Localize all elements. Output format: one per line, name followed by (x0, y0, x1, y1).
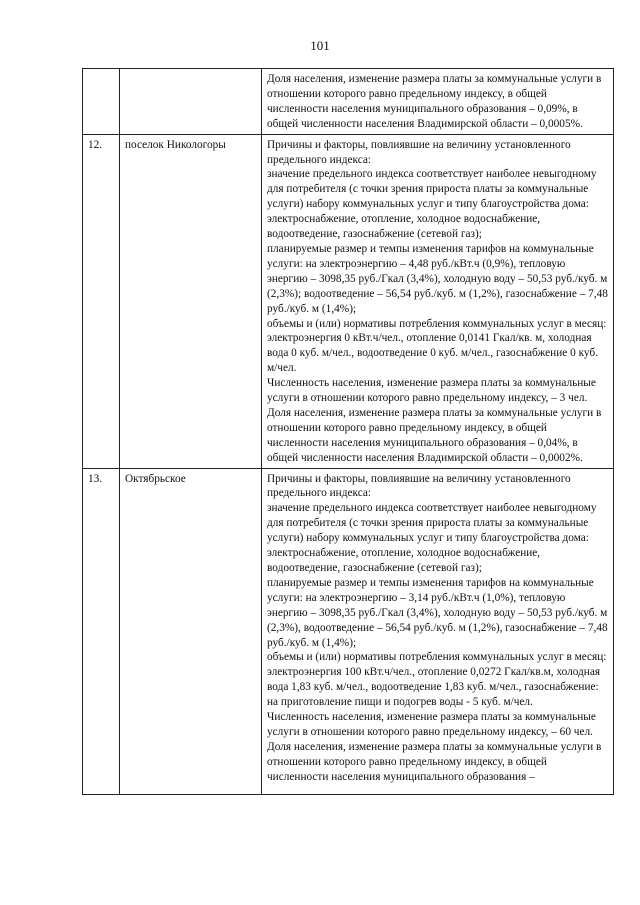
row-description (262, 468, 614, 794)
paragraph: планируемые размер и темпы изменения тарифов на коммунальные услуги: на электроэнергию – 3,14 руб./кВт.ч (1,0%), тепловую энергию – 3098,35 руб./Гкал (3,4%), холодную воду – 50,53 руб./куб. м (2,3%), водоотведение – 56,54 руб./куб. м (1,2%), газоснабжение – 7,48 руб./куб. м (1,4%); (267, 576, 608, 649)
paragraph: значение предельного индекса соответствует наиболее невыгодному для потребителя (с точки зрения прироста платы за коммунальные услуги) набору коммунальных услуг и типу благоустройства дома: электроснабжение, отопление, холодное водоснабжение, водоотведение, газоснабжение (сетевой газ); (267, 168, 597, 241)
paragraph: Доля населения, изменение размера платы за коммунальные услуги в отношении которого равно предельному индексу, в общей численности населения муниципального образования – 0,09%, в общей численности населения Владимирской области – 0,0005%. (267, 73, 602, 130)
row-number (83, 69, 120, 135)
paragraph: объемы и (или) нормативы потребления коммунальных услуг в месяц: электроэнергия 100 кВт.ч/чел., отопление 0,0272 Гкал/кв.м, холодная вода 1,83 куб. м/чел., водоотведение 1,83 куб. м/чел., газоснабжение: на приготовление пищи и подогрев воды - 5 куб. м/чел. (267, 651, 607, 709)
row-description (262, 134, 614, 468)
cell-bottom-space (267, 785, 608, 792)
paragraph: Причины и факторы, повлиявшие на величину установленного предельного индекса: (267, 472, 571, 500)
row-number: 12. (83, 134, 120, 468)
paragraph: Доля населения, изменение размера платы за коммунальные услуги в отношении которого равно предельному индексу, в общей численности населения муниципального образования – 0,04%, в общей численности населения Владимирской области – 0,0002%. (267, 406, 602, 464)
paragraph: Доля населения, изменение размера платы за коммунальные услуги в отношении которого равно предельному индексу, в общей численности населения муниципального образования – (267, 740, 602, 783)
municipality-name (120, 69, 262, 135)
paragraph: Численность населения, изменение размера платы за коммунальные услуги в отношении которого равно предельному индексу, – 3 чел. (267, 377, 596, 405)
table-row (83, 69, 614, 135)
table-row (83, 134, 614, 468)
row-number: 13. (83, 468, 120, 794)
paragraph: Причины и факторы, повлиявшие на величину установленного предельного индекса: (267, 138, 571, 166)
paragraph: Численность населения, изменение размера платы за коммунальные услуги в отношении которого равно предельному индексу, – 60 чел. (267, 711, 596, 738)
municipality-name: Октябрьское (120, 468, 262, 794)
table-row (83, 468, 614, 794)
municipality-name: поселок Никологоры (120, 134, 262, 468)
row-description (262, 69, 614, 135)
paragraph: объемы и (или) нормативы потребления коммунальных услуг в месяц: электроэнергия 0 кВт.ч/чел., отопление 0,0141 Гкал/кв. м, холодная вода 0 куб. м/чел., водоотведение 0 куб. м/чел., газоснабжение 0 куб. м/чел. (267, 317, 607, 375)
indices-table (82, 68, 614, 795)
paragraph: значение предельного индекса соответствует наиболее невыгодному для потребителя (с точки зрения прироста платы за коммунальные услуги) набору коммунальных услуг и типу благоустройства дома: электроснабжение, отопление, холодное водоснабжение, водоотведение, газоснабжение (сетевой газ); (267, 502, 597, 574)
page-number: 101 (310, 38, 330, 53)
paragraph: планируемые размер и темпы изменения тарифов на коммунальные услуги: на электроэнергию – 4,48 руб./кВт.ч (0,9%), тепловую энергию – 3098,35 руб./Гкал (3,4%), холодную воду – 50,53 руб./куб. м (2,3%); водоотведение – 56,54 руб./куб. м (1,2%), газоснабжение – 7,48 руб./куб. м (1,4%); (267, 242, 608, 315)
